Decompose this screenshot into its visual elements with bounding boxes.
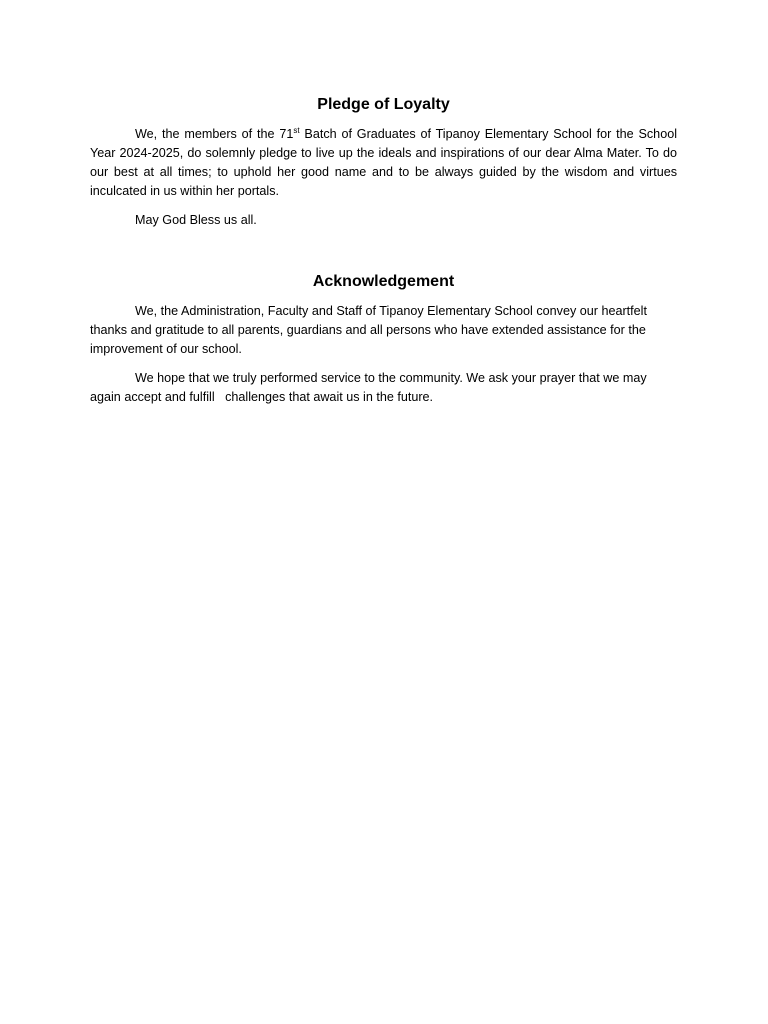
pledge-paragraph-1-start: We, the members of the 71 bbox=[135, 127, 294, 141]
pledge-paragraph-1-rest: Batch of Graduates of Tipanoy Elementary School for the School Year 2024-2025, do solemnly pledge to live up the ideals and inspirations of our dear Alma Mater. To do our best at all times; to uphold her good name and to be always guided by the wisdom and virtues inculcated in us within her portals. bbox=[90, 127, 677, 198]
pledge-paragraph-1 bbox=[90, 125, 677, 201]
acknowledgement-paragraph-2: We hope that we truly performed service to the community. We ask your prayer that we may again accept and fulfill challenges that await us in the future. bbox=[90, 371, 651, 404]
acknowledgement-section bbox=[90, 272, 677, 417]
acknowledgement-heading: Acknowledgement bbox=[312, 273, 455, 290]
acknowledgement-paragraph-1: We, the Administration, Faculty and Staff of Tipanoy Elementary School convey our heartfelt thanks and gratitude to all parents, guardians and all persons who have extended assistance for the improvement of our school. bbox=[90, 304, 647, 356]
pledge-paragraph-2: May God Bless us all. bbox=[135, 213, 257, 227]
ordinal-suffix: st bbox=[293, 125, 300, 135]
pledge-section bbox=[90, 95, 677, 240]
pledge-heading: Pledge of Loyalty bbox=[317, 96, 450, 113]
